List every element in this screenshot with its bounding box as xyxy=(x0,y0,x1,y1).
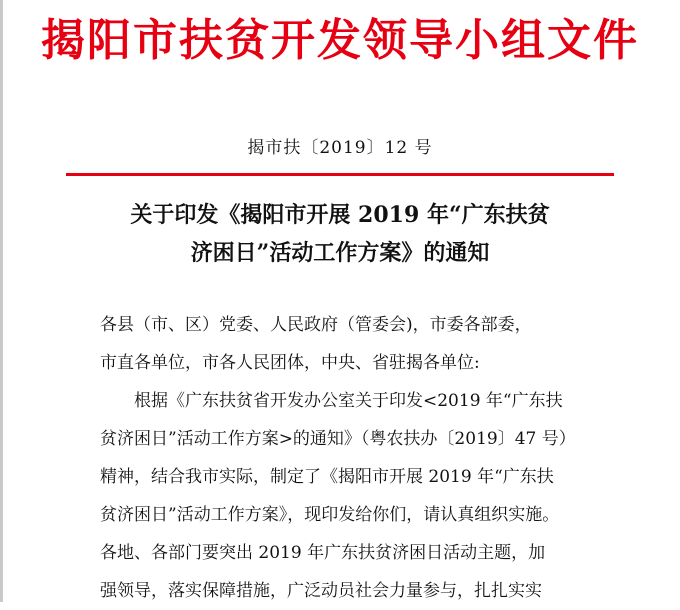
body-paragraph-line-1: 根据《广东扶贫省开发办公室关于印发<2019 年“广东扶 xyxy=(134,391,563,411)
red-separator-line xyxy=(66,173,614,176)
recipients-line-2: 市直各单位，市各人民团体，中央、省驻揭各单位: xyxy=(100,353,480,373)
notice-body xyxy=(100,306,590,610)
recipients-line-1: 各县（市、区）党委、人民政府（管委会)，市委各部委， xyxy=(100,315,532,335)
body-paragraph-line-2: 贫济困日”活动工作方案>的通知》（粤农扶办〔2019〕47 号） xyxy=(100,429,576,449)
body-paragraph-line-3: 精神，结合我市实际，制定了《揭阳市开展 2019 年“广东扶 xyxy=(100,467,554,487)
notice-title-line-1: 关于印发《揭阳市开展 2019 年“广东扶贫 xyxy=(130,202,550,228)
document-number: 揭市扶〔2019〕12 号 xyxy=(247,138,433,158)
body-paragraph-line-6: 强领导，落实保障措施，广泛动员社会力量参与，扎扎实实 xyxy=(100,581,542,601)
body-paragraph-line-4: 贫济困日”活动工作方案》，现印发给你们，请认真组织实施。 xyxy=(100,505,560,525)
page-left-edge xyxy=(0,0,3,602)
notice-title xyxy=(80,196,600,272)
notice-title-line-2: 济困日”活动工作方案》的通知 xyxy=(190,240,490,266)
body-paragraph-line-5: 各地、各部门要突出 2019 年广东扶贫济困日活动主题，加 xyxy=(100,543,546,563)
issuer-header-title: 揭阳市扶贫开发领导小组文件 xyxy=(41,15,639,66)
